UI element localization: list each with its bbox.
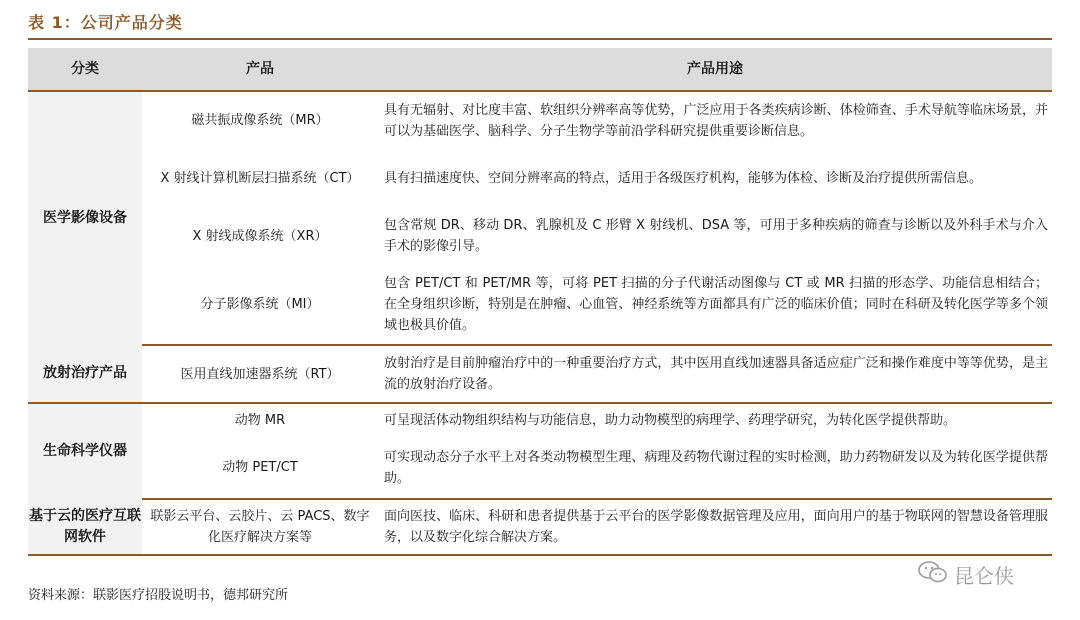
table-row bbox=[28, 499, 1052, 555]
table-row bbox=[28, 403, 1052, 437]
header-category: 分类 bbox=[28, 48, 142, 91]
product-cell: 动物 MR bbox=[234, 413, 286, 428]
use-cell: 放射治疗是目前肿瘤治疗中的一种重要治疗方式，其中医用直线加速器具备适应症广泛和操作难度中等等优势，是主流的放射治疗设备。 bbox=[378, 345, 1052, 403]
header-product: 产品 bbox=[142, 48, 378, 91]
product-cell: X 射线成像系统（XR） bbox=[192, 228, 328, 244]
table-title: 表 1：公司产品分类 bbox=[28, 13, 183, 32]
use-cell: 包含 PET/CT 和 PET/MR 等，可将 PET 扫描的分子代谢活动图像与 CT 或 MR 扫描的形态学、功能信息相结合；在全身组织诊断，特别是在肿瘤、心血管、神经系统等方面都具有广泛的临床价值；同时在科研及转化医学等多个领域也极具价值。 bbox=[378, 265, 1052, 345]
product-cell: X 射线计算机断层扫描系统（CT） bbox=[160, 170, 360, 186]
table-row bbox=[28, 207, 1052, 265]
table-row bbox=[28, 437, 1052, 499]
use-cell: 可实现动态分子水平上对各类动物模型生理、病理及药物代谢过程的实时检测，助力药物研发以及为转化医学提供帮助。 bbox=[378, 437, 1052, 499]
table-row bbox=[28, 149, 1052, 207]
table-row bbox=[28, 91, 1052, 149]
product-cell: 分子影像系统（MI） bbox=[142, 265, 378, 345]
product-cell: 联影云平台、云胶片、云 PACS、数字化医疗解决方案等 bbox=[142, 499, 378, 555]
category-cell: 医学影像设备 bbox=[28, 91, 142, 345]
use-cell: 可呈现活体动物组织结构与功能信息，助力动物模型的病理学、药理学研究，为转化医学提供帮助。 bbox=[384, 413, 957, 428]
use-cell: 具有扫描速度快、空间分辨率高的特点，适用于各级医疗机构，能够为体检、诊断及治疗提供所需信息。 bbox=[384, 170, 983, 186]
use-cell: 包含常规 DR、移动 DR、乳腺机及 C 形臂 X 射线机、DSA 等，可用于多种疾病的筛查与诊断以及外科手术与介入手术的影像引导。 bbox=[384, 218, 1048, 254]
product-cell: 医用直线加速器系统（RT） bbox=[142, 345, 378, 403]
source-note: 资料来源：联影医疗招股说明书，德邦研究所 bbox=[28, 588, 289, 603]
product-cell: 动物 PET/CT bbox=[142, 437, 378, 499]
category-cell: 放射治疗产品 bbox=[28, 345, 142, 403]
header-use: 产品用途 bbox=[378, 48, 1052, 91]
title-rule bbox=[28, 38, 1052, 40]
use-cell: 面向医技、临床、科研和患者提供基于云平台的医学影像数据管理及应用，面向用户的基于物联网的智慧设备管理服务，以及数字化综合解决方案。 bbox=[378, 499, 1052, 555]
table-row bbox=[28, 265, 1052, 345]
watermark bbox=[918, 560, 1014, 589]
product-classification-table bbox=[28, 48, 1052, 556]
product-cell: 磁共振成像系统（MR） bbox=[191, 113, 329, 128]
category-cell: 基于云的医疗互联网软件 bbox=[28, 499, 142, 555]
use-cell: 具有无辐射、对比度丰富、软组织分辨率高等优势，广泛应用于各类疾病诊断、体检筛查、手术导航等临床场景，并可以为基础医学、脑科学、分子生物学等前沿学科研究提供重要诊断信息。 bbox=[384, 102, 1048, 139]
header-row bbox=[28, 48, 1052, 91]
table-row bbox=[28, 345, 1052, 403]
category-cell: 生命科学仪器 bbox=[28, 403, 142, 499]
watermark-text: 昆仑侠 bbox=[954, 564, 1014, 588]
wechat-icon bbox=[918, 560, 948, 589]
